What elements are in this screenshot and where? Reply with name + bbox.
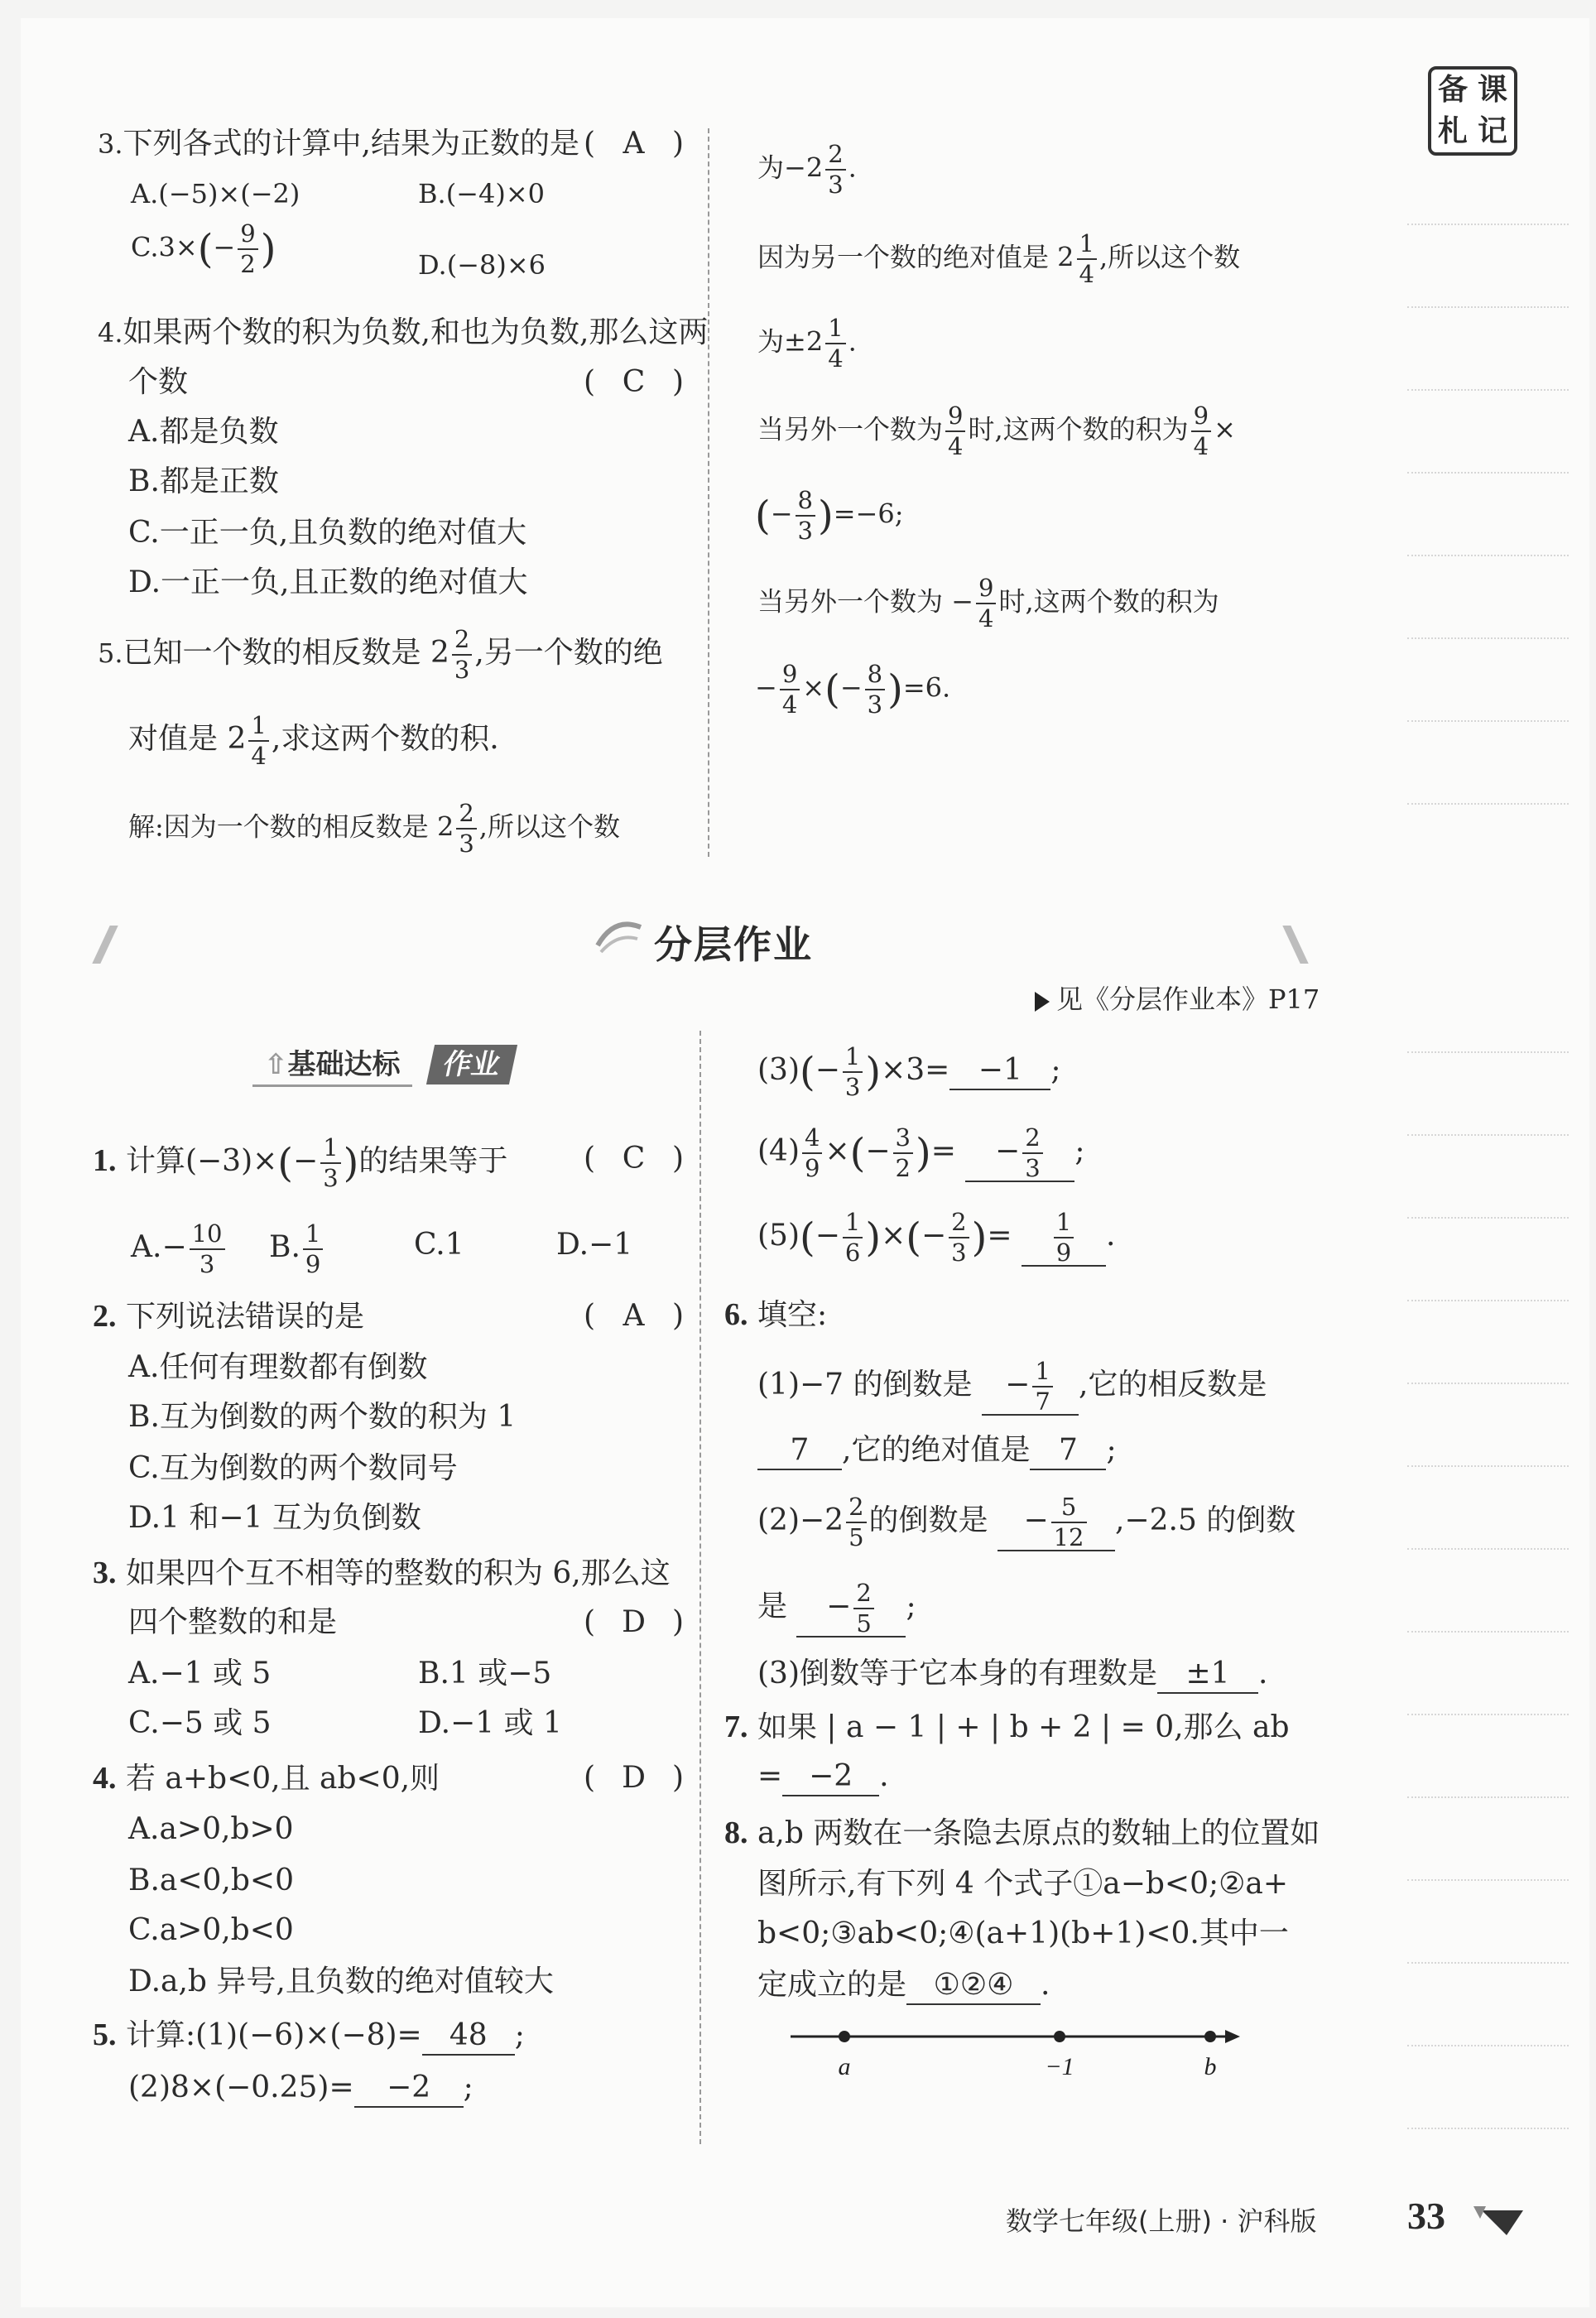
q5-line1: 5. 计算:(1)(−6)×(−8)= 48 ; [93, 2017, 525, 2056]
ruled-line [1407, 1796, 1569, 1798]
q2: 2. 下列说法错误的是 [93, 1299, 364, 1334]
column-divider [699, 1031, 701, 2144]
answer-bracket: ( A ) [584, 1299, 684, 1333]
q6-part2: (2)−2 $\frac{2}{5}$ 的倒数是 − $\frac{5}{12}$ ,−2.5 的倒数 [757, 1493, 1296, 1551]
answer-blank: −2 [782, 1758, 879, 1796]
answer-blank: − $\frac{2}{3}$ [965, 1126, 1074, 1182]
q7-answer-line: = −2 . [757, 1758, 889, 1796]
triangle-icon [1035, 992, 1050, 1012]
option-b: B.(−4)×0 [418, 178, 545, 209]
answer-bracket: ( D ) [584, 1761, 684, 1795]
number-line-point [1054, 2031, 1065, 2042]
question-number: 4. [98, 317, 123, 349]
q5-line2: (2)8×(−0.25)= −2 ; [128, 2070, 474, 2108]
answer-bracket: ( D ) [584, 1605, 684, 1639]
number-line-label: a [838, 2053, 851, 2080]
q6-title: 6. 填空: [724, 1297, 828, 1332]
top-q5-line1: 5.已知一个数的相反数是 2 $\frac{2}{3}$ ,另一个数的绝 [98, 625, 663, 684]
q3-option-c: C.−5 或 5 [128, 1706, 272, 1740]
q1: 1. 计算(−3)×(− $\frac{1}{3}$ )的结果等于 [93, 1133, 508, 1192]
q5-part5: (5)(− $\frac{1}{6}$ )×(− $\frac{2}{3}$ )= $\frac{1}{9}$ . [757, 1208, 1116, 1267]
ruled-line [1407, 2128, 1569, 2129]
question-text: 下列各式的计算中,结果为正数的是 [123, 127, 579, 161]
stamp-char: 记 [1477, 114, 1507, 148]
solution-line: (− $\frac{8}{3}$ )=−6; [755, 486, 904, 545]
ruled-line [1407, 306, 1569, 308]
answer-bracket: ( A ) [584, 127, 684, 161]
q1-option-d: D.−1 [556, 1228, 633, 1262]
solution-line: − $\frac{9}{4}$ ×(− $\frac{8}{3}$ )=6. [755, 660, 951, 719]
badge-basic: ⇧基础达标 [252, 1045, 412, 1087]
q4-option-c: C.a>0,b<0 [128, 1913, 294, 1947]
answer-blank: $\frac{1}{9}$ [1022, 1210, 1106, 1267]
q8-answer-line: 定成立的是 ①②④ . [757, 1967, 1050, 2005]
q4-option-d: D.a,b 异号,且负数的绝对值较大 [128, 1965, 554, 1998]
answer-blank: − $\frac{1}{7}$ [982, 1359, 1079, 1416]
ruled-line [1407, 555, 1569, 556]
answer-blank: 7 [757, 1432, 842, 1470]
option-c: C.一正一负,且负数的绝对值大 [128, 516, 527, 550]
answer: C [622, 365, 646, 399]
answer-blank: ±1 [1157, 1656, 1258, 1694]
workbook-reference: 见《分层作业本》P17 [1035, 981, 1320, 1017]
q5-part3: (3)(− $\frac{1}{3}$ )×3= −1 ; [757, 1042, 1061, 1101]
q1-option-b: B. $\frac{1}{9}$ [269, 1222, 325, 1277]
q2-option-d: D.1 和−1 互为负倒数 [128, 1501, 421, 1535]
q8-text: 图所示,有下列 4 个式子①a−b<0;②a+ [757, 1867, 1289, 1901]
q7: 7. 如果 | a − 1 | + | b + 2 | = 0,那么 ab [724, 1710, 1290, 1744]
section-title: 分层作业 [654, 922, 813, 967]
answer-blank: −2 [354, 2070, 464, 2108]
stamp-char: 备 [1437, 73, 1468, 107]
top-q5-line2: 对值是 2 $\frac{1}{4}$ ,求这两个数的积. [128, 711, 499, 770]
question-number: 3. [98, 128, 123, 160]
ruled-line [1407, 1300, 1569, 1301]
q8: 8. a,b 两数在一条隐去原点的数轴上的位置如 [724, 1815, 1320, 1850]
q3-option-d: D.−1 或 1 [418, 1706, 562, 1740]
number-line-point [1204, 2031, 1216, 2042]
answer: A [623, 1299, 645, 1333]
number-line [786, 2012, 1250, 2086]
stamp-char: 课 [1477, 73, 1507, 107]
answer-blank: −1 [949, 1052, 1050, 1090]
book-title: 数学七年级(上册) · 沪科版 [1006, 2205, 1317, 2237]
q3-text: 四个整数的和是 [128, 1605, 338, 1639]
q6-part3: (3)倒数等于它本身的有理数是 ±1 . [757, 1656, 1267, 1694]
ruled-line [1407, 1631, 1569, 1633]
option-d: D.(−8)×6 [418, 249, 546, 281]
answer-bracket: ( C ) [584, 1142, 684, 1176]
option-d: D.一正一负,且正数的绝对值大 [128, 565, 528, 599]
q6-part1: (1)−7 的倒数是 − $\frac{1}{7}$ ,它的相反数是 [757, 1357, 1267, 1416]
page-number: 33 [1407, 2195, 1445, 2237]
ruled-line [1407, 389, 1569, 391]
ruled-line [1407, 1962, 1569, 1964]
top-q3 [98, 126, 579, 162]
option-a: A.(−5)×(−2) [131, 178, 300, 209]
answer-blank: 7 [1030, 1432, 1106, 1470]
option-c: C.3×(− $\frac{9}{2}$ ) [131, 219, 276, 278]
stamp-char: 札 [1437, 114, 1468, 148]
ruled-line [1407, 1879, 1569, 1881]
ruled-line [1407, 1383, 1569, 1384]
answer: D [622, 1605, 646, 1639]
solution-line: 因为另一个数的绝对值是 2 $\frac{1}{4}$ ,所以这个数 [757, 229, 1241, 288]
corner-decor-icon [1473, 2202, 1531, 2243]
answer-blank: − $\frac{5}{12}$ [997, 1495, 1115, 1551]
solution-line: 当另外一个数为 $\frac{9}{4}$ 时,这两个数的积为 $\frac{9}{4}$ × [757, 402, 1236, 460]
swirl-icon [589, 912, 647, 962]
ruled-line [1407, 472, 1569, 474]
ruled-line [1407, 1134, 1569, 1136]
ruled-line [1407, 637, 1569, 639]
lesson-notes-stamp [1428, 66, 1517, 156]
q8-text: b<0;③ab<0;④(a+1)(b+1)<0.其中一 [757, 1916, 1289, 1950]
top-q5-solution: 解:因为一个数的相反数是 2 $\frac{2}{3}$ ,所以这个数 [128, 799, 620, 858]
option-a: A.都是负数 [128, 415, 279, 449]
answer-blank: ①②④ [906, 1967, 1041, 2005]
q4-option-b: B.a<0,b<0 [128, 1864, 294, 1897]
ruled-line [1407, 224, 1569, 225]
ruled-line [1407, 2045, 1569, 2046]
option-b: B.都是正数 [128, 464, 279, 498]
q5-part4: (4) $\frac{4}{9}$ ×(− $\frac{3}{2}$ )= − $\frac{2}{3}$ ; [757, 1123, 1085, 1182]
ruled-line [1407, 720, 1569, 722]
badge-homework: 作业 [426, 1045, 517, 1084]
ruled-line [1407, 1051, 1569, 1053]
column-divider [708, 128, 709, 857]
q3: 3. 如果四个互不相等的整数的积为 6,那么这 [93, 1556, 671, 1590]
answer-blank: − $\frac{2}{5}$ [796, 1581, 906, 1638]
number-line-point [839, 2031, 850, 2042]
answer-blank: 48 [422, 2017, 515, 2056]
q3-option-b: B.1 或−5 [418, 1657, 552, 1690]
q1-option-c: C.1 [414, 1228, 464, 1262]
ruled-line [1407, 1548, 1569, 1550]
ruled-line [1407, 1465, 1569, 1467]
q3-option-a: A.−1 或 5 [128, 1657, 272, 1690]
axis-arrow [1225, 2030, 1240, 2043]
top-q4 [98, 315, 708, 351]
answer-bracket: ( C ) [584, 365, 684, 399]
q4-option-a: A.a>0,b>0 [128, 1812, 294, 1846]
q4: 4. 若 a+b<0,且 ab<0,则 [93, 1761, 440, 1796]
solution-line: 当另外一个数为 − $\frac{9}{4}$ 时,这两个数的积为 [757, 574, 1219, 632]
question-text: 个数 [128, 365, 189, 399]
answer: C [622, 1142, 646, 1176]
q2-option-b: B.互为倒数的两个数的积为 1 [128, 1400, 517, 1434]
q1-option-a: A.− $\frac{10}{3}$ [131, 1222, 228, 1277]
number-line-label: −1 [1045, 2053, 1074, 2080]
q6-part2-cont: 是 − $\frac{2}{5}$ ; [757, 1579, 916, 1638]
q2-option-a: A.任何有理数都有倒数 [128, 1350, 428, 1384]
answer: A [623, 127, 645, 161]
q2-option-c: C.互为倒数的两个数同号 [128, 1451, 458, 1485]
answer: D [622, 1761, 646, 1795]
number-line-label: b [1204, 2053, 1217, 2080]
solution-line: 为±2 $\frac{1}{4}$ . [757, 314, 857, 373]
solution-line: 为−2 $\frac{2}{3}$ . [757, 140, 857, 199]
ruled-line [1407, 803, 1569, 805]
ruled-line [1407, 1217, 1569, 1219]
q6-part1-cont: 7 ,它的绝对值是 7 ; [757, 1432, 1117, 1470]
ruled-line [1407, 1714, 1569, 1715]
question-text: 如果两个数的积为负数,和也为负数,那么这两 [123, 315, 709, 349]
